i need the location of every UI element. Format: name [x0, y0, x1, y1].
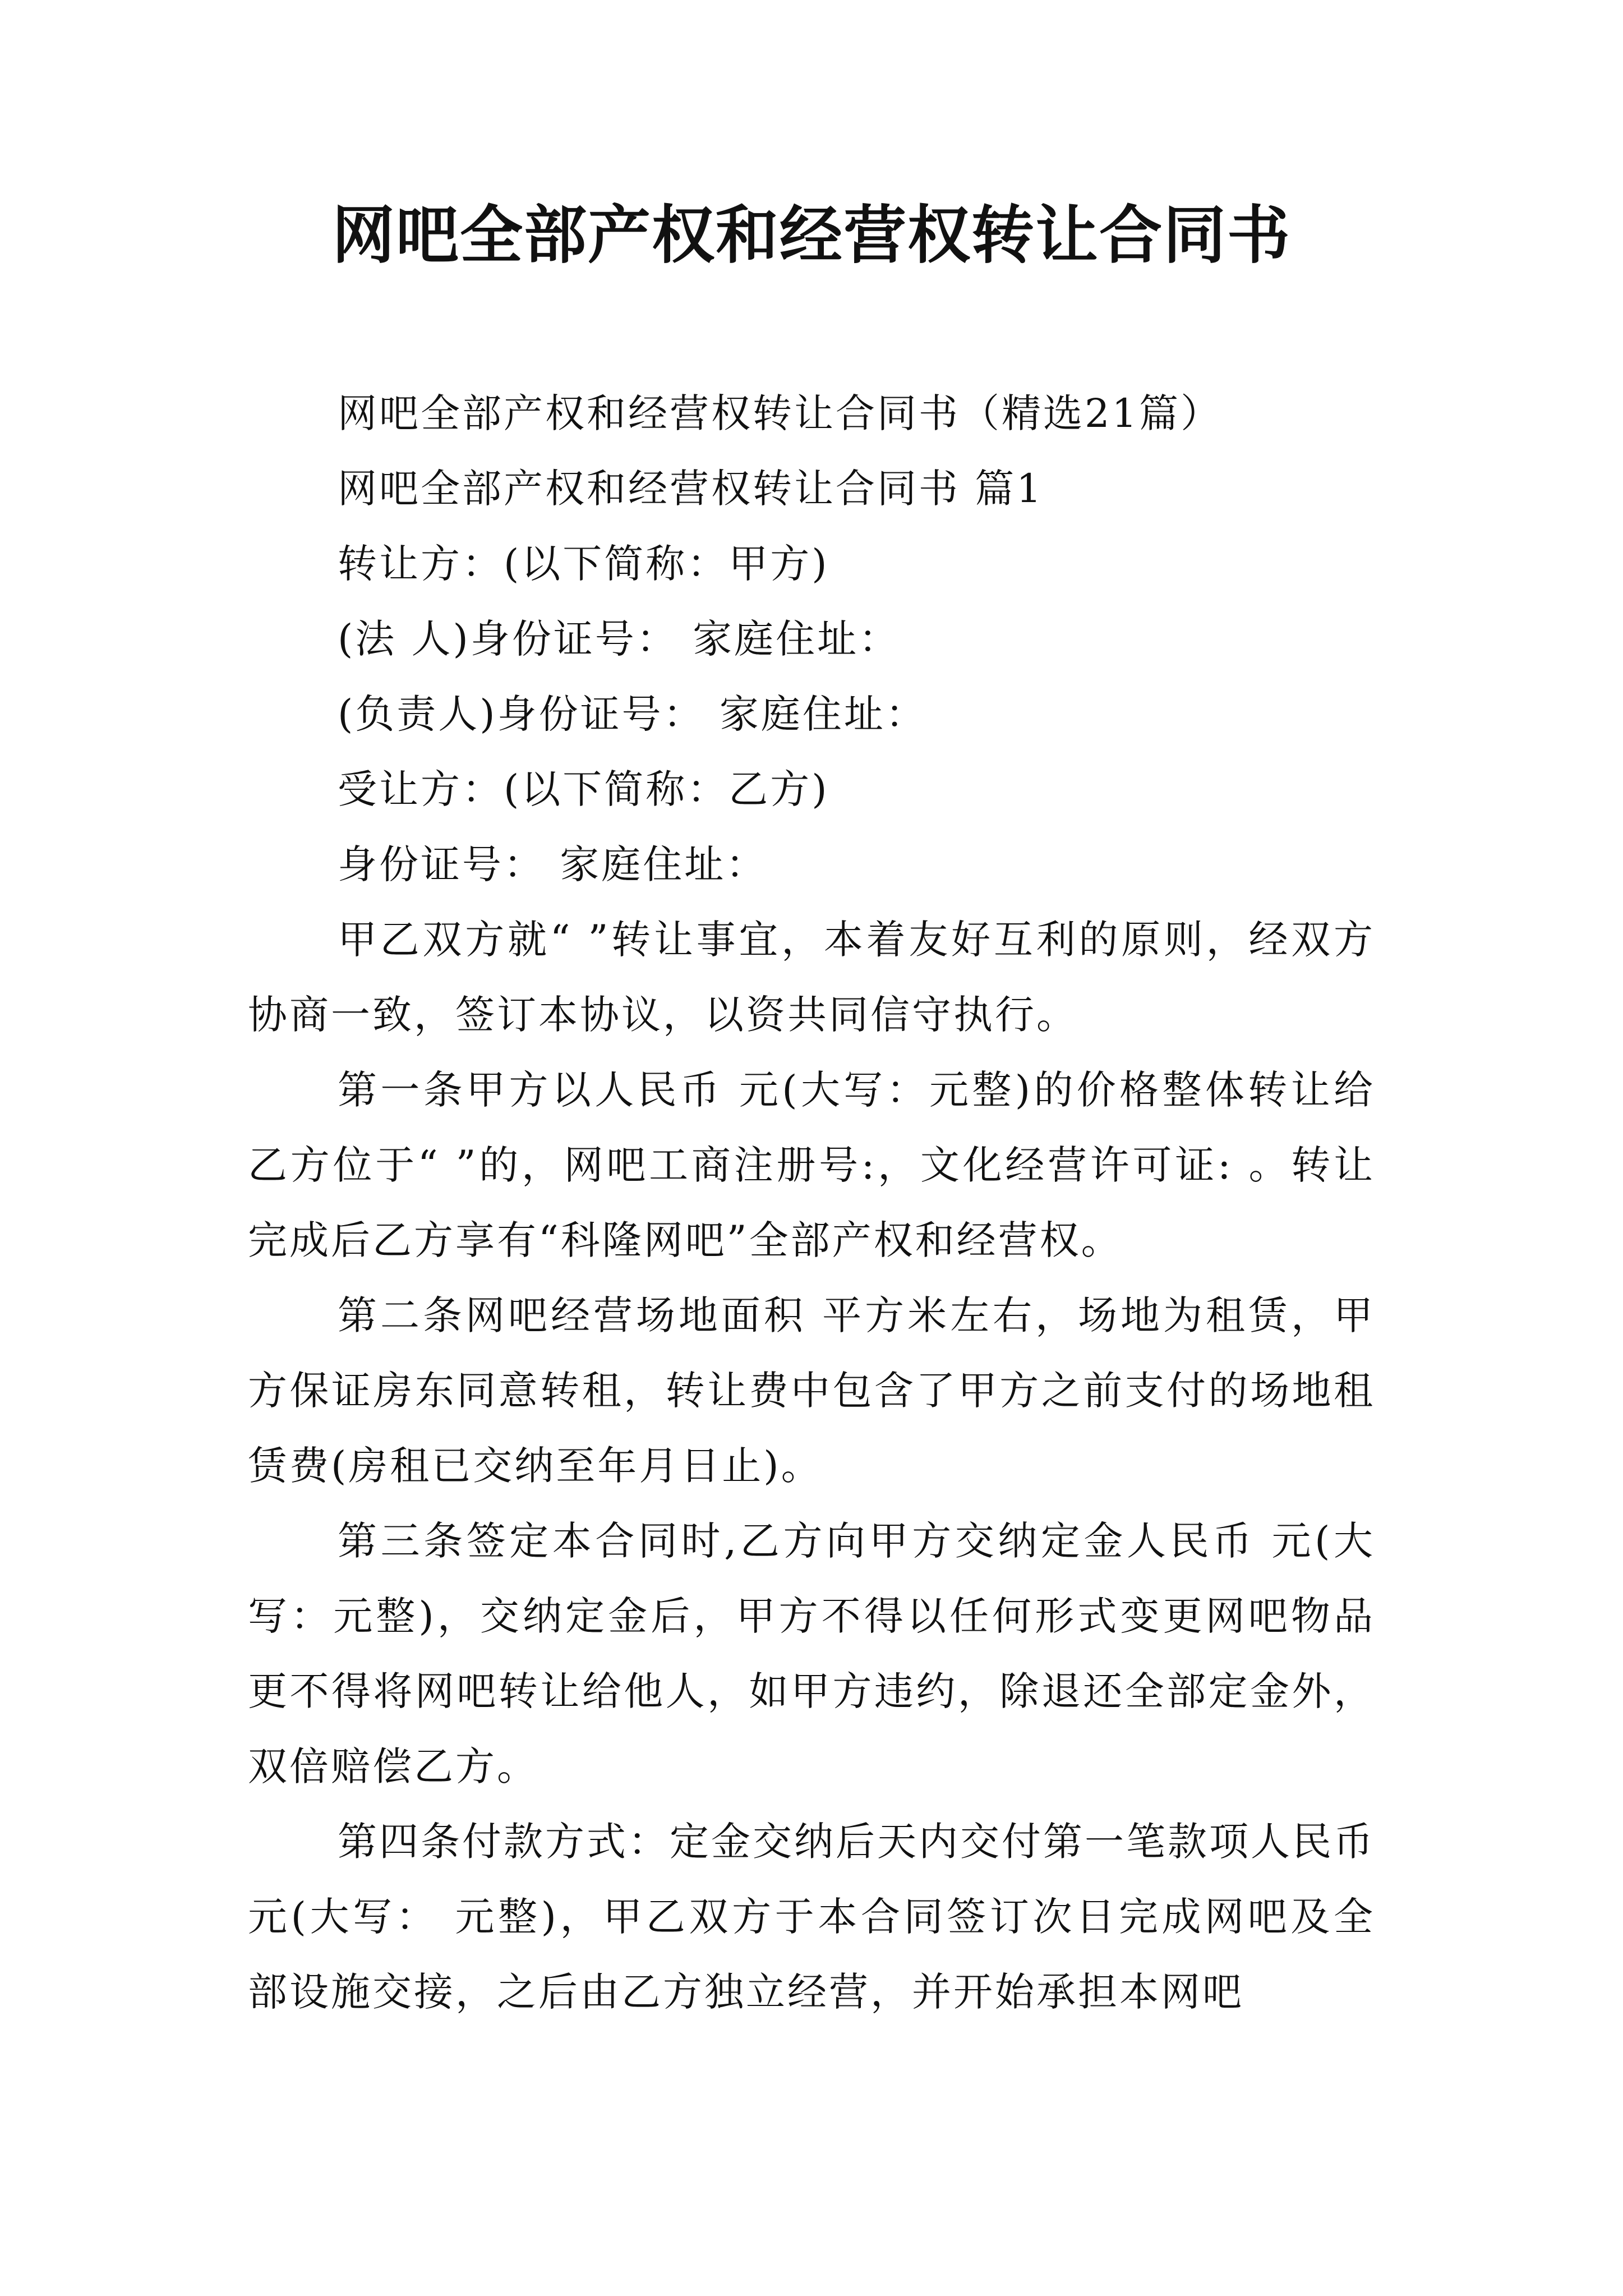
section-heading: 网吧全部产权和经营权转让合同书 篇1: [338, 466, 1044, 512]
legal-person-line: (法 人)身份证号： 家庭住址：: [338, 616, 901, 662]
responsible-person-line: (负责人)身份证号： 家庭住址：: [338, 691, 927, 737]
preamble-paragraph: 甲乙双方就“ ”转让事宜，本着友好互利的原则，经双方协商一致，签订本协议，以资共同信守执行。: [248, 917, 1375, 1038]
article-2-paragraph: 第二条网吧经营场地面积 平方米左右，场地为租赁，甲方保证房东同意转租，转让费中包含了甲方之前支付的场地租赁费(房租已交纳至年月日止)。: [248, 1292, 1375, 1489]
article-1-paragraph: 第一条甲方以人民币 元(大写：元整)的价格整体转让给乙方位于“ ”的，网吧工商注册号:，文化经营许可证: 。转让完成后乙方享有“科隆网吧”全部产权和经营权。: [248, 1067, 1375, 1263]
transferee-id-line: 身份证号： 家庭住址：: [338, 841, 768, 887]
transferor-line: 转让方：(以下简称：甲方): [338, 541, 829, 587]
transferee-line: 受让方：(以下简称：乙方): [338, 766, 829, 812]
article-4-paragraph: 第四条付款方式：定金交纳后天内交付第一笔款项人民币 元(大写： 元整)，甲乙双方于本合同签订次日完成网吧及全部设施交接，之后由乙方独立经营，并开始承担本网吧: [248, 1819, 1375, 2015]
subtitle-line: 网吧全部产权和经营权转让合同书（精选21篇）: [338, 390, 1223, 436]
document-title: 网吧全部产权和经营权转让合同书: [332, 199, 1291, 272]
document-body: [248, 376, 1375, 2030]
article-3-paragraph: 第三条签定本合同时,乙方向甲方交纳定金人民币 元(大写：元整)，交纳定金后，甲方不得以任何形式变更网吧物品更不得将网吧转让给他人，如甲方违约，除退还全部定金外，双倍赔偿乙方。: [248, 1518, 1375, 1789]
